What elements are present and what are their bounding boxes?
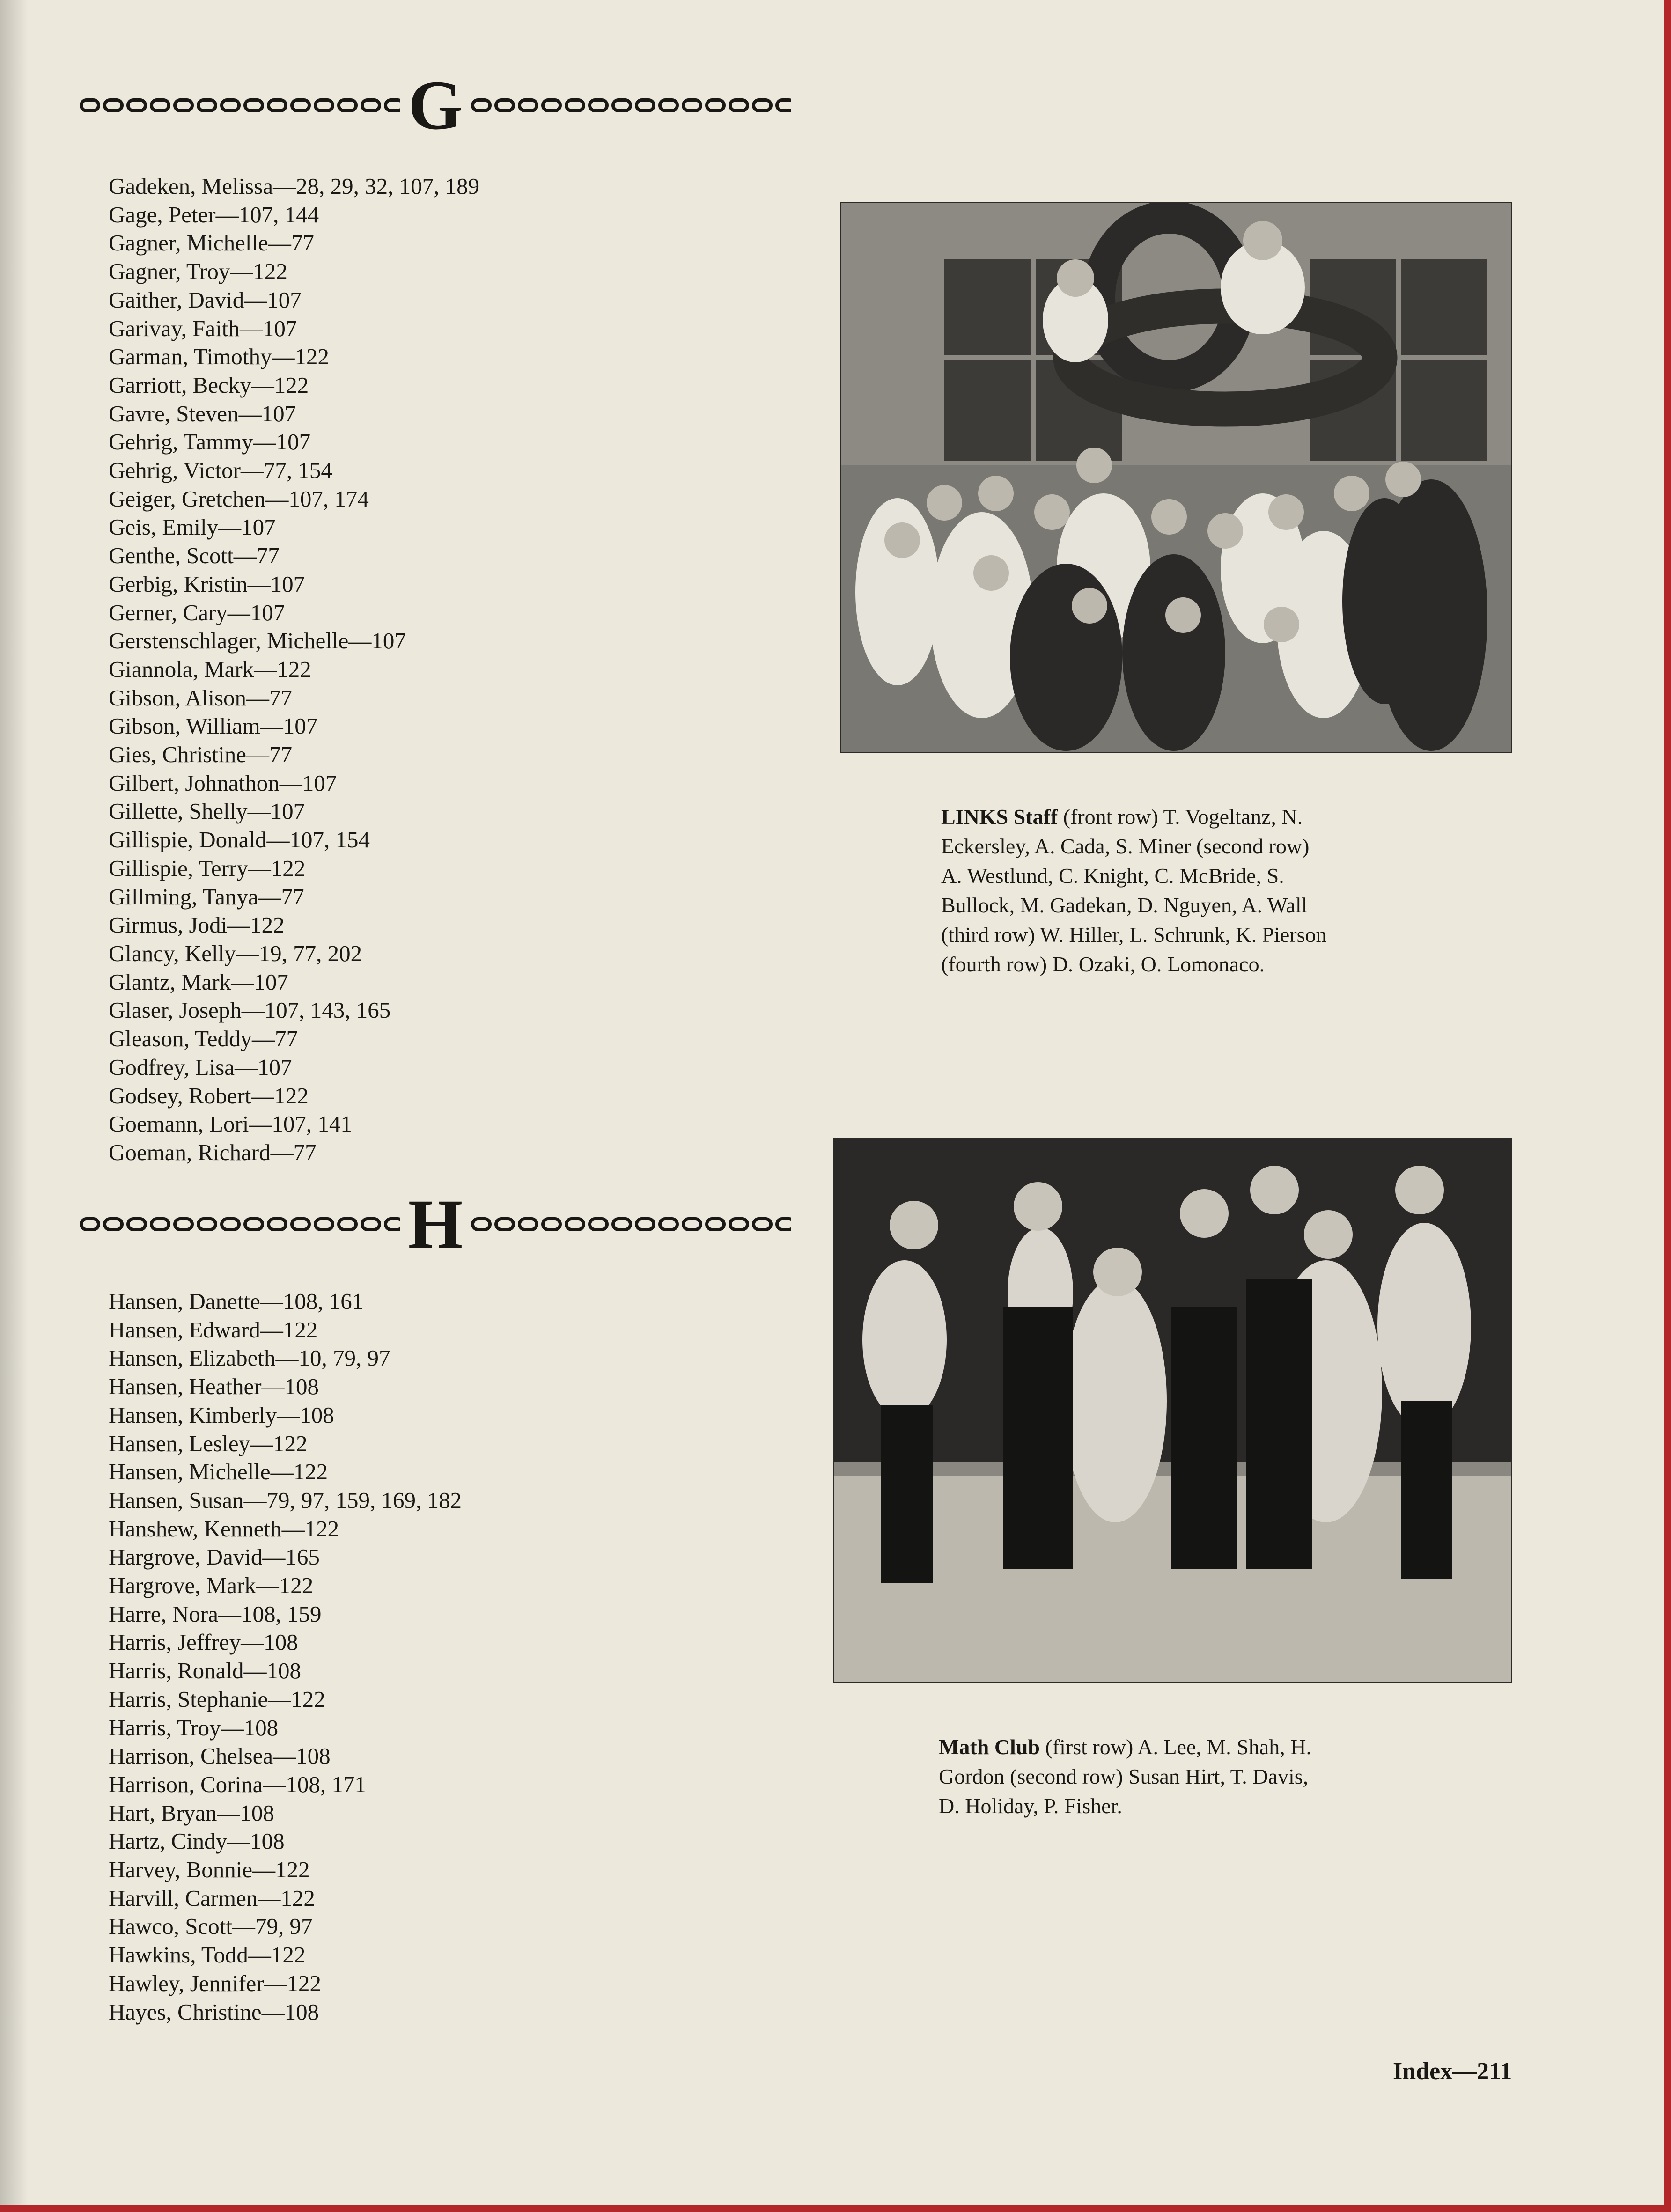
chain-link	[150, 98, 170, 112]
index-entry: Gerbig, Kristin—107	[109, 571, 305, 597]
links-staff-caption	[941, 802, 1327, 979]
index-entry: Hawley, Jennifer—122	[109, 1970, 322, 1996]
chain-link	[220, 98, 241, 112]
index-entry: Hart, Bryan—108	[109, 1800, 274, 1826]
caption-line: D. Holiday, P. Fisher.	[939, 1794, 1122, 1818]
caption-line: Gordon (second row) Susan Hirt, T. Davis,	[939, 1764, 1309, 1788]
chain-link	[267, 1217, 287, 1231]
index-entry: Gehrig, Victor—77, 154	[109, 457, 332, 484]
section-letter-h: H	[408, 1185, 463, 1263]
index-entry: Gibson, William—107	[109, 713, 318, 739]
index-entry: Gillispie, Terry—122	[109, 855, 306, 881]
index-list-g	[109, 172, 479, 1167]
chain-link	[243, 98, 264, 112]
math-club-photo	[833, 1138, 1512, 1683]
index-entry: Gage, Peter—107, 144	[109, 201, 319, 228]
chain-link	[588, 98, 609, 112]
index-entry: Hansen, Lesley—122	[109, 1430, 308, 1456]
chain-ornament-left	[80, 1216, 400, 1232]
index-entry: Hargrove, David—165	[109, 1544, 320, 1570]
page-folio: Index—211	[1393, 2058, 1512, 2085]
chain-link	[705, 1217, 726, 1231]
caption-title: LINKS Staff	[941, 805, 1058, 829]
index-entry: Hartz, Cindy—108	[109, 1828, 285, 1854]
index-entry: Glantz, Mark—107	[109, 969, 288, 995]
chain-link	[752, 1217, 773, 1231]
chain-link	[611, 1217, 632, 1231]
chain-link	[775, 98, 791, 112]
chain-link	[314, 1217, 334, 1231]
index-entry: Gaither, David—107	[109, 287, 302, 313]
index-entry: Glancy, Kelly—19, 77, 202	[109, 940, 362, 966]
binding-gutter	[0, 0, 28, 2212]
links-staff-photo	[840, 202, 1512, 753]
index-entry: Hansen, Danette—108, 161	[109, 1288, 364, 1314]
index-entry: Harre, Nora—108, 159	[109, 1601, 322, 1627]
index-entry: Garman, Timothy—122	[109, 344, 329, 370]
index-entry: Gies, Christine—77	[109, 742, 292, 768]
chain-link	[611, 98, 632, 112]
chain-link	[337, 98, 358, 112]
index-entry: Giannola, Mark—122	[109, 656, 311, 682]
index-entry: Harris, Ronald—108	[109, 1658, 301, 1684]
index-entry: Harrison, Chelsea—108	[109, 1743, 331, 1769]
chain-link	[80, 1217, 100, 1231]
chain-link	[494, 1217, 515, 1231]
index-entry: Girmus, Jodi—122	[109, 912, 285, 938]
index-entry: Harvey, Bonnie—122	[109, 1857, 310, 1883]
chain-link	[337, 1217, 358, 1231]
chain-ornament-right	[471, 1216, 791, 1232]
chain-link	[173, 1217, 194, 1231]
chain-link	[361, 98, 381, 112]
chain-link	[635, 98, 655, 112]
chain-link	[103, 1217, 124, 1231]
index-entry: Harvill, Carmen—122	[109, 1885, 315, 1911]
index-entry: Hansen, Elizabeth—10, 79, 97	[109, 1345, 390, 1371]
index-entry: Hayes, Christine—108	[109, 1999, 319, 2025]
index-entry: Hargrove, Mark—122	[109, 1573, 314, 1599]
index-entry: Gerner, Cary—107	[109, 599, 285, 625]
index-entry: Genthe, Scott—77	[109, 543, 280, 569]
index-entry: Harrison, Corina—108, 171	[109, 1771, 366, 1797]
chain-link	[518, 1217, 538, 1231]
section-header-h	[80, 1185, 791, 1263]
index-entry: Harris, Jeffrey—108	[109, 1629, 298, 1655]
chain-link	[588, 1217, 609, 1231]
caption-line: Eckersley, A. Cada, S. Miner (second row)	[941, 834, 1310, 858]
index-entry: Hanshew, Kenneth—122	[109, 1515, 339, 1542]
section-letter-g: G	[408, 66, 463, 144]
index-entry: Geiger, Gretchen—107, 174	[109, 485, 369, 512]
caption-line: Bullock, M. Gadekan, D. Nguyen, A. Wall	[941, 893, 1308, 917]
chain-link	[197, 98, 217, 112]
chain-link	[635, 1217, 655, 1231]
chain-link	[126, 98, 147, 112]
index-entry: Godfrey, Lisa—107	[109, 1054, 292, 1080]
caption-line: A. Westlund, C. Knight, C. McBride, S.	[941, 864, 1284, 888]
index-entry: Hansen, Susan—79, 97, 159, 169, 182	[109, 1487, 462, 1513]
chain-link	[541, 1217, 562, 1231]
chain-link	[197, 1217, 217, 1231]
caption-title: Math Club	[939, 1735, 1040, 1759]
chain-link	[658, 98, 679, 112]
chain-link	[103, 98, 124, 112]
caption-line: (first row) A. Lee, M. Shah, H.	[1039, 1735, 1311, 1759]
chain-link	[267, 98, 287, 112]
chain-link	[682, 98, 702, 112]
index-entry: Hansen, Kimberly—108	[109, 1402, 334, 1428]
index-entry: Gadeken, Melissa—28, 29, 32, 107, 189	[109, 173, 480, 199]
chain-link	[173, 98, 194, 112]
index-entry: Gagner, Troy—122	[109, 258, 287, 285]
index-entry: Garivay, Faith—107	[109, 315, 297, 341]
chain-link	[150, 1217, 170, 1231]
page-edge-bottom	[0, 2205, 1671, 2212]
index-entry: Hansen, Michelle—122	[109, 1459, 328, 1485]
caption-line: (fourth row) D. Ozaki, O. Lomonaco.	[941, 952, 1265, 976]
chain-link	[494, 98, 515, 112]
chain-link	[729, 1217, 749, 1231]
index-entry: Hawco, Scott—79, 97	[109, 1913, 313, 1940]
chain-link	[243, 1217, 264, 1231]
math-club-caption	[939, 1732, 1311, 1821]
chain-link	[290, 1217, 311, 1231]
chain-link	[658, 1217, 679, 1231]
index-entry: Gavre, Steven—107	[109, 400, 296, 426]
chain-link	[565, 98, 585, 112]
index-entry: Garriott, Becky—122	[109, 372, 309, 398]
caption-line: (front row) T. Vogeltanz, N.	[1058, 805, 1303, 829]
index-entry: Gehrig, Tammy—107	[109, 429, 311, 455]
caption-line: (third row) W. Hiller, L. Schrunk, K. Pierson	[941, 923, 1327, 947]
chain-link	[518, 98, 538, 112]
chain-ornament-right	[471, 97, 791, 113]
index-list-h	[109, 1287, 462, 2026]
chain-link	[541, 98, 562, 112]
chain-link	[384, 1217, 400, 1231]
index-entry: Gillispie, Donald—107, 154	[109, 827, 370, 853]
chain-link	[314, 98, 334, 112]
section-header-g	[80, 66, 791, 144]
chain-link	[471, 98, 492, 112]
chain-link	[220, 1217, 241, 1231]
index-entry: Gilbert, Johnathon—107	[109, 770, 337, 796]
index-entry: Harris, Stephanie—122	[109, 1686, 325, 1712]
index-entry: Gagner, Michelle—77	[109, 230, 314, 256]
chain-link	[471, 1217, 492, 1231]
chain-link	[126, 1217, 147, 1231]
chain-link	[80, 98, 100, 112]
chain-link	[775, 1217, 791, 1231]
index-entry: Hawkins, Todd—122	[109, 1942, 306, 1968]
index-entry: Gerstenschlager, Michelle—107	[109, 628, 406, 654]
chain-link	[729, 98, 749, 112]
chain-link	[361, 1217, 381, 1231]
index-entry: Gibson, Alison—77	[109, 684, 293, 711]
index-entry: Hansen, Heather—108	[109, 1374, 319, 1400]
chain-link	[752, 98, 773, 112]
index-entry: Glaser, Joseph—107, 143, 165	[109, 997, 391, 1023]
chain-link	[290, 98, 311, 112]
chain-link	[384, 98, 400, 112]
index-entry: Godsey, Robert—122	[109, 1082, 309, 1109]
index-entry: Gleason, Teddy—77	[109, 1026, 298, 1052]
page-edge-right	[1664, 0, 1671, 2212]
index-entry: Geis, Emily—107	[109, 514, 276, 540]
chain-link	[565, 1217, 585, 1231]
index-entry: Gillette, Shelly—107	[109, 798, 305, 824]
chain-link	[682, 1217, 702, 1231]
chain-ornament-left	[80, 97, 400, 113]
index-entry: Goeman, Richard—77	[109, 1139, 317, 1165]
chain-link	[705, 98, 726, 112]
index-entry: Gillming, Tanya—77	[109, 883, 304, 910]
index-entry: Goemann, Lori—107, 141	[109, 1111, 352, 1137]
index-entry: Harris, Troy—108	[109, 1714, 279, 1741]
index-entry: Hansen, Edward—122	[109, 1316, 318, 1343]
